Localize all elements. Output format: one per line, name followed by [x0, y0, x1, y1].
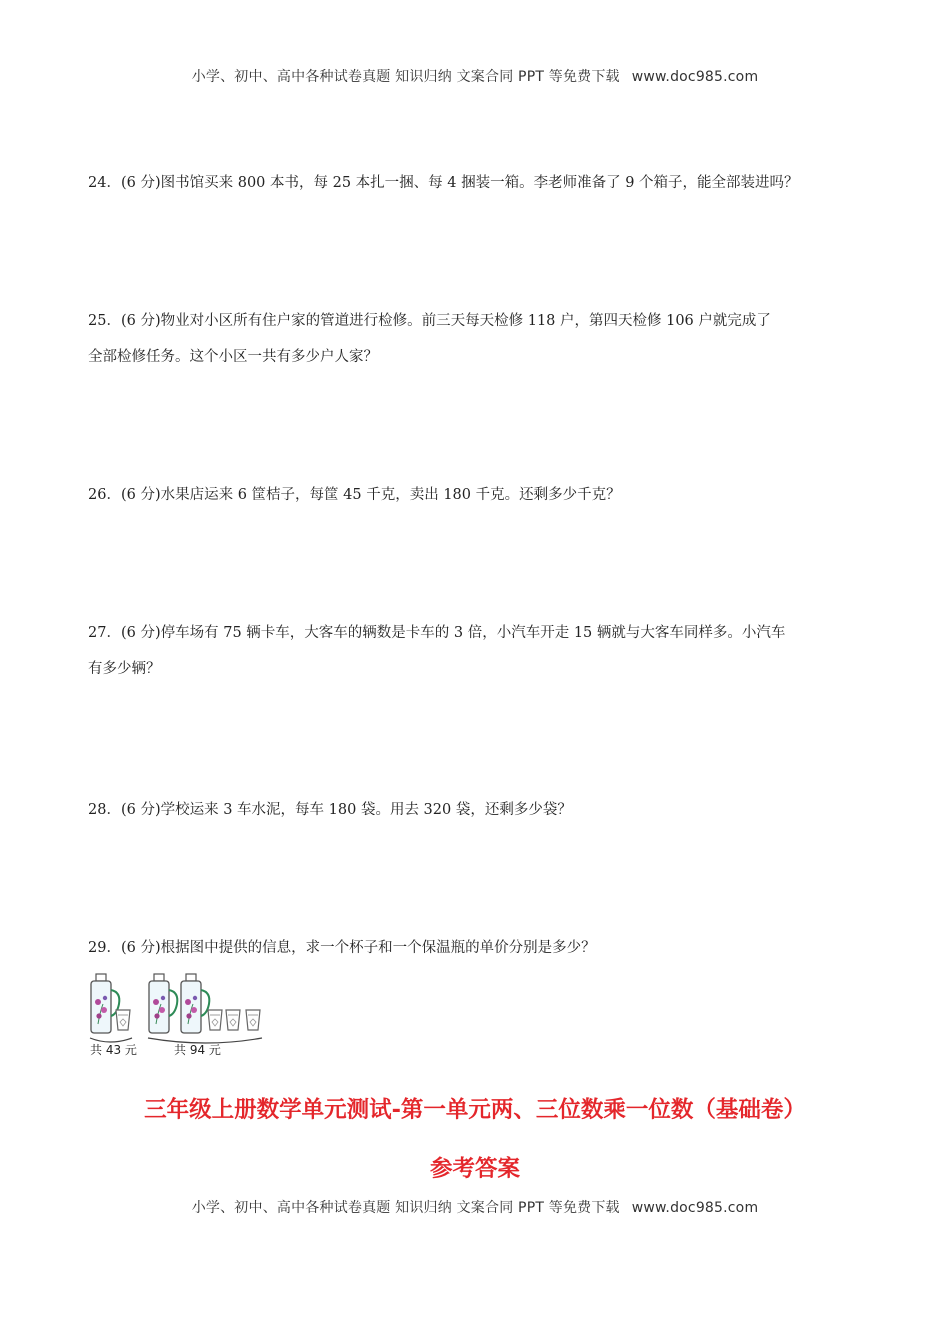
figure-illustration [86, 966, 276, 1060]
question-28 [88, 792, 878, 828]
question-line [88, 477, 878, 513]
cup-icon [208, 1010, 222, 1030]
question-number: 28． [88, 802, 121, 818]
question-text: 学校运来 3 车水泥，每车 180 袋。用去 320 袋，还剩多少袋？ [160, 802, 572, 818]
question-score: (6 分) [120, 313, 161, 329]
question-26 [88, 477, 878, 513]
question-number: 25． [88, 313, 121, 329]
question-line [88, 303, 878, 339]
footer-url[interactable]: www.doc985.com [631, 1200, 759, 1216]
right-total-label: 共 94 元 [174, 1043, 221, 1057]
question-score: (6 分) [120, 487, 161, 503]
question-line [88, 792, 878, 828]
question-line [88, 165, 878, 201]
cup-icon [226, 1010, 240, 1030]
question-text: 图书馆买来 800 本书，每 25 本扎一捆、每 4 捆装一箱。李老师准备了 9 个箱子，能全部装进吗？ [160, 175, 799, 191]
thermos-icon [91, 974, 119, 1033]
page-header [0, 66, 950, 86]
question-line: 全部检修任务。这个小区一共有多少户人家？ [88, 349, 378, 365]
question-27 [88, 615, 878, 687]
question-score: (6 分) [120, 802, 161, 818]
question-score: (6 分) [120, 175, 161, 191]
question-text: 水果店运来 6 筐桔子，每筐 45 千克，卖出 180 千克。还剩多少千克？ [160, 487, 621, 503]
question-line [88, 615, 878, 651]
question-score: (6 分) [120, 625, 161, 641]
left-total-label: 共 43 元 [90, 1043, 137, 1057]
question-text: 停车场有 75 辆卡车，大客车的辆数是卡车的 3 倍，小汽车开走 15 辆就与大客车同样多。小汽车 [160, 625, 786, 641]
question-number: 27． [88, 625, 121, 641]
question-24 [88, 165, 878, 201]
thermos-icon [149, 974, 177, 1033]
thermos-cups-figure [86, 966, 276, 1060]
question-line [88, 930, 878, 966]
thermos-icon [181, 974, 209, 1033]
question-text: 根据图中提供的信息，求一个杯子和一个保温瓶的单价分别是多少？ [160, 940, 596, 956]
question-line: 有多少辆？ [88, 661, 161, 677]
page-footer [0, 1197, 950, 1217]
header-text: 小学、初中、高中各种试卷真题 知识归纳 文案合同 PPT 等免费下载 [191, 69, 620, 85]
footer-text: 小学、初中、高中各种试卷真题 知识归纳 文案合同 PPT 等免费下载 [191, 1200, 620, 1216]
question-number: 26． [88, 487, 121, 503]
question-number: 24． [88, 175, 121, 191]
question-score: (6 分) [120, 940, 161, 956]
header-url[interactable]: www.doc985.com [631, 69, 759, 85]
cup-icon [246, 1010, 260, 1030]
answer-section-title: 三年级上册数学单元测试-第一单元两、三位数乘一位数（基础卷） [144, 1097, 806, 1123]
question-25 [88, 303, 878, 375]
answer-section-subtitle: 参考答案 [429, 1156, 520, 1182]
question-number: 29． [88, 940, 121, 956]
question-29 [88, 930, 878, 966]
question-text: 物业对小区所有住户家的管道进行检修。前三天每天检修 118 户，第四天检修 106 户就完成了 [160, 313, 771, 329]
cup-icon [116, 1010, 130, 1030]
left-brace [90, 1038, 132, 1042]
